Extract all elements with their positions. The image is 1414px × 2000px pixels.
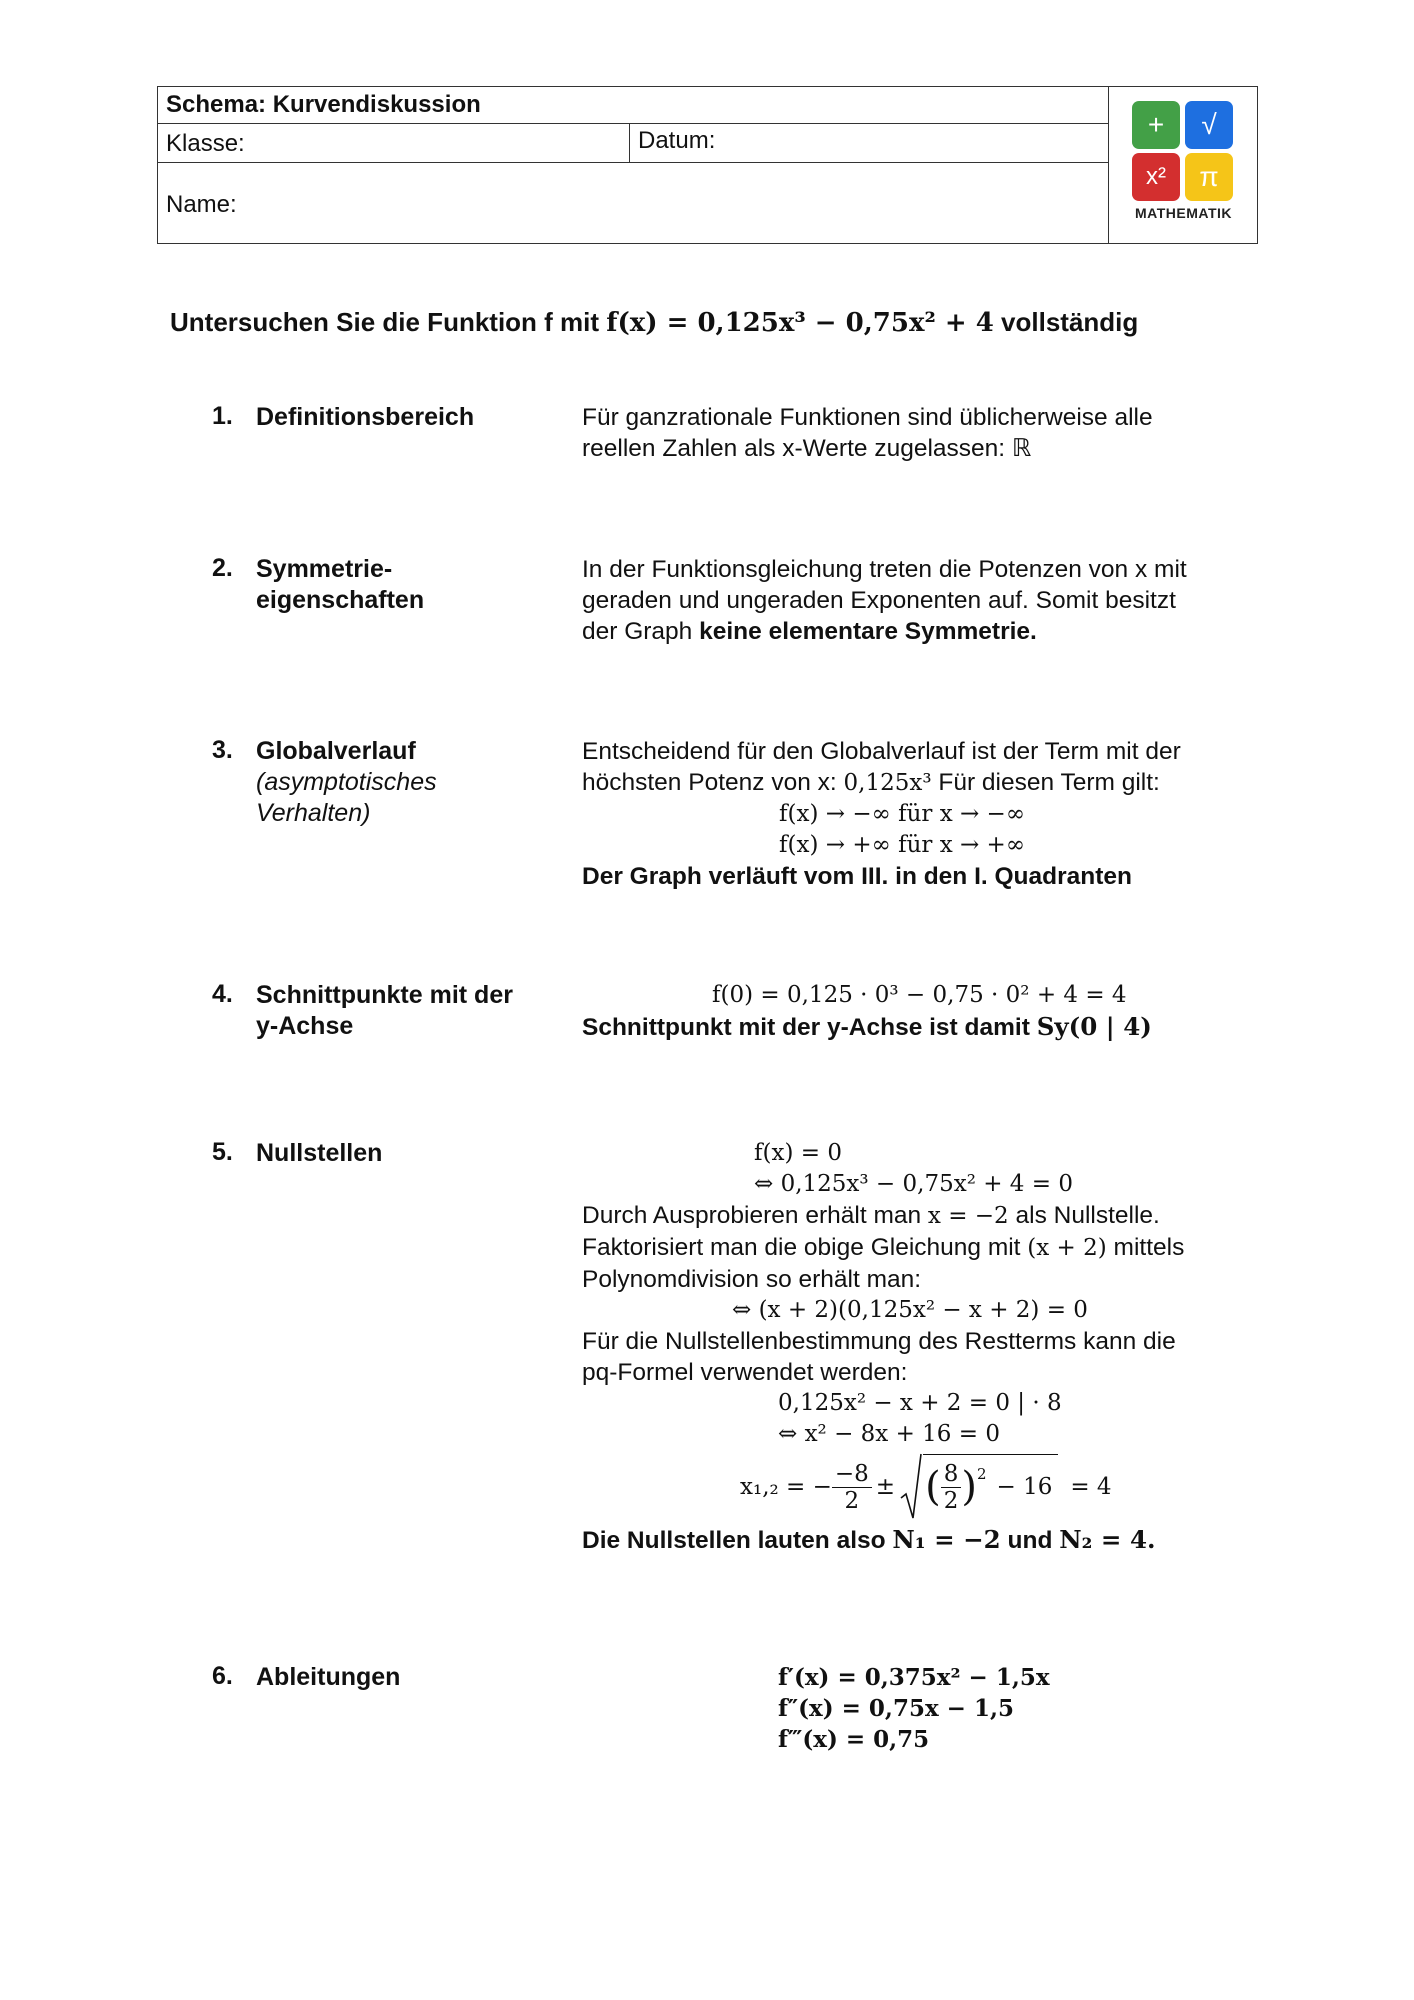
section-2-line3-bold: keine elementare Symmetrie. [699, 618, 1037, 645]
pq-denominator: 2 [844, 1487, 860, 1514]
section-6-number: 6. [212, 1662, 233, 1690]
pq-inner-numerator: 8 [941, 1461, 962, 1488]
section-5-body [582, 1138, 1262, 1556]
section-4-title [256, 980, 513, 1042]
first-derivative: f′(x) = 0,375x² − 1,5x [778, 1664, 1050, 1691]
task-function: f(x) = 0,125x³ − 0,75x² + 4 [606, 308, 994, 338]
section-4-body [582, 980, 1262, 1043]
section-3-limit-2: f(x) → +∞ für x → +∞ [779, 832, 1025, 858]
section-5-l4-prefix: Faktorisiert man die obige Gleichung mit [582, 1234, 1028, 1261]
section-2-title-line: eigenschaften [256, 586, 425, 614]
pq-exponent: 2 [976, 1465, 987, 1483]
sqrt-radicand: ( $\frac{8}{2}$ ) 2 − 16 [923, 1454, 1058, 1514]
datum-field: Datum: [630, 124, 1108, 163]
logo-text: MATHEMATIK [1134, 205, 1233, 221]
section-3-body [582, 736, 1262, 892]
section-3-conclusion: Der Graph verläuft vom III. in den I. Quadranten [582, 863, 1132, 890]
pq-result: = 4 [1070, 1473, 1112, 1500]
sqrt-symbol-icon [899, 1452, 923, 1522]
section-2-line [582, 616, 1262, 647]
section-2-line: In der Funktionsgleichung treten die Potenzen von x mit [582, 556, 1187, 583]
section-1-title: Definitionsbereich [256, 403, 475, 431]
section-5-conclusion-text: Die Nullstellen lauten also [582, 1527, 893, 1554]
section-5-conclusion [582, 1524, 1262, 1556]
nullstelle-1: N₁ = −2 [892, 1525, 1001, 1554]
section-4-number: 4. [212, 980, 233, 1008]
section-2-line3-prefix: der Graph [582, 618, 700, 645]
section-5-und: und [1000, 1527, 1060, 1554]
section-4-title-line: Schnittpunkte mit der [256, 981, 513, 1009]
worksheet-title: Schema: Kurvendiskussion [158, 87, 1108, 124]
section-2-line: geraden und ungeraden Exponenten auf. Somit besitzt [582, 587, 1176, 614]
section-4-title-line: y-Achse [256, 1012, 354, 1040]
pq-plus-minus: ± [875, 1473, 896, 1500]
section-5-line [582, 1200, 1262, 1232]
worksheet-header [157, 86, 1258, 244]
name-field: Name: [166, 191, 237, 218]
section-4-equation: f(0) = 0,125 · 0³ − 0,75 · 0² + 4 = 4 [712, 982, 1127, 1008]
section-5-eq5: ⇔ x² − 8x + 16 = 0 [778, 1421, 1000, 1447]
section-3-number: 3. [212, 736, 233, 764]
section-1-line: Für ganzrationale Funktionen sind üblicherweise alle [582, 404, 1153, 431]
pq-formula [582, 1450, 1262, 1524]
section-5-eq4: 0,125x² − x + 2 = 0 | · 8 [778, 1390, 1062, 1416]
section-1-number: 1. [212, 402, 233, 430]
section-5-eq1: f(x) = 0 [754, 1140, 842, 1166]
third-derivative: f‴(x) = 0,75 [778, 1726, 930, 1753]
section-5-line: Für die Nullstellenbestimmung des Restterms kann die [582, 1328, 1176, 1355]
second-derivative: f″(x) = 0,75x − 1,5 [778, 1695, 1014, 1722]
section-2-body [582, 554, 1262, 647]
mathematik-logo [1108, 87, 1257, 243]
klasse-field: Klasse: [158, 124, 630, 163]
section-4-conclusion-text: Schnittpunkt mit der y-Achse ist damit [582, 1014, 1037, 1041]
section-3-limit-1: f(x) → −∞ für x → −∞ [779, 801, 1025, 827]
section-3-title [256, 736, 437, 829]
section-3-term: 0,125x³ [843, 770, 932, 796]
section-5-line: Polynomdivision so erhält man: [582, 1266, 922, 1293]
section-2-title-line: Symmetrie- [256, 555, 393, 583]
plus-tile-icon: + [1132, 101, 1180, 149]
section-5-line [582, 1232, 1262, 1264]
sqrt-tile-icon: √ [1185, 101, 1233, 149]
section-5-l3-prefix: Durch Ausprobieren erhält man [582, 1202, 928, 1229]
task-prefix: Untersuchen Sie die Funktion f mit [170, 307, 607, 337]
section-5-number: 5. [212, 1138, 233, 1166]
section-2-number: 2. [212, 554, 233, 582]
pq-inner-denominator: 2 [943, 1488, 959, 1514]
section-4-point: Sy(0 | 4) [1036, 1012, 1152, 1041]
section-1-line: reellen Zahlen als x-Werte zugelassen: ℝ [582, 435, 1032, 462]
section-3-subtitle: (asymptotisches [256, 768, 437, 796]
section-3-subtitle: Verhalten) [256, 799, 371, 827]
section-6-body [582, 1662, 1262, 1755]
x-squared-tile-icon: x² [1132, 153, 1180, 201]
section-3-title-line: Globalverlauf [256, 737, 416, 765]
section-3-line2-suffix: Für diesen Term gilt: [931, 769, 1160, 796]
task-statement [170, 307, 1138, 338]
section-5-l3-math: x = −2 [927, 1203, 1009, 1229]
section-5-line: pq-Formel verwendet werden: [582, 1359, 908, 1386]
section-2-title [256, 554, 424, 616]
pq-numerator: −8 [832, 1461, 872, 1488]
pq-rest: − 16 [996, 1474, 1053, 1500]
section-5-title: Nullstellen [256, 1139, 383, 1167]
pi-tile-icon: π [1185, 153, 1233, 201]
section-3-line [582, 767, 1262, 799]
section-5-eq3: ⇔ (x + 2)(0,125x² − x + 2) = 0 [732, 1297, 1088, 1323]
section-3-line: Entscheidend für den Globalverlauf ist der Term mit der [582, 738, 1181, 765]
section-4-conclusion [582, 1011, 1262, 1043]
section-6-title: Ableitungen [256, 1663, 401, 1691]
pq-inner-fraction [941, 1461, 962, 1514]
section-5-l3-suffix: als Nullstelle. [1008, 1202, 1160, 1229]
task-suffix: vollständig [993, 307, 1139, 337]
section-5-eq2: ⇔ 0,125x³ − 0,75x² + 4 = 0 [754, 1171, 1073, 1197]
section-5-l4-math: (x + 2) [1027, 1235, 1107, 1261]
section-1-body [582, 402, 1262, 464]
section-5-l4-suffix: mittels [1106, 1234, 1185, 1261]
nullstelle-2: N₂ = 4. [1059, 1525, 1156, 1554]
section-3-line2-prefix: höchsten Potenz von x: [582, 769, 844, 796]
pq-lhs: x₁,₂ = − [740, 1473, 832, 1500]
pq-fraction [832, 1461, 872, 1514]
